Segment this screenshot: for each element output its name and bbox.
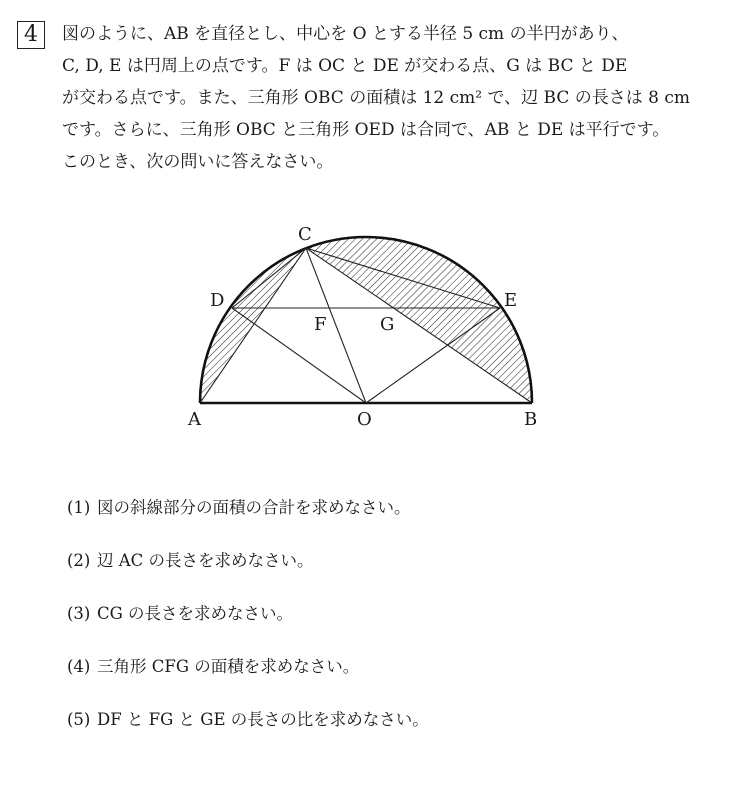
label-g: G [380, 314, 395, 335]
question-text: 図の斜線部分の面積の合計を求めなさい。 [97, 498, 411, 517]
question-2 [67, 547, 314, 571]
question-3 [67, 600, 293, 624]
question-number: (3) [67, 604, 91, 623]
label-a: A [188, 409, 201, 430]
label-d: D [210, 290, 225, 311]
segment-od [232, 308, 366, 403]
intro-line-2: C, D, E は円周上の点です。F は OC と DE が交わる点、G は BC と DE [62, 56, 628, 76]
question-text: DF と FG と GE の長さの比を求めなさい。 [97, 710, 429, 729]
question-number: (4) [67, 657, 91, 676]
question-text: 三角形 CFG の面積を求めなさい。 [97, 657, 360, 676]
intro-line-3: が交わる点です。また、三角形 OBC の面積は 12 cm² で、辺 BC の長さは 8 cm [62, 88, 691, 108]
question-number: (5) [67, 710, 91, 729]
question-text: CG の長さを求めなさい。 [97, 604, 294, 623]
label-f: F [314, 314, 327, 335]
intro-line-4: です。さらに、三角形 OBC と三角形 OED は合同で、AB と DE は平行です。 [62, 120, 670, 140]
segment-ac [200, 248, 306, 403]
question-number: (1) [67, 498, 91, 517]
shaded-segment-cb [306, 237, 532, 403]
intro-line-5: このとき、次の問いに答えなさい。 [62, 152, 334, 172]
question-5 [67, 706, 429, 730]
problem-number: 4 [17, 21, 45, 49]
question-4 [67, 653, 359, 677]
label-b: B [524, 409, 538, 430]
question-text: 辺 AC の長さを求めなさい。 [97, 551, 314, 570]
question-1 [67, 494, 411, 518]
question-number: (2) [67, 551, 91, 570]
label-o: O [357, 409, 372, 430]
intro-line-1: 図のように、AB を直径とし、中心を O とする半径 5 cm の半円があり、 [62, 24, 629, 44]
label-c: C [298, 224, 312, 245]
label-e: E [504, 290, 518, 311]
